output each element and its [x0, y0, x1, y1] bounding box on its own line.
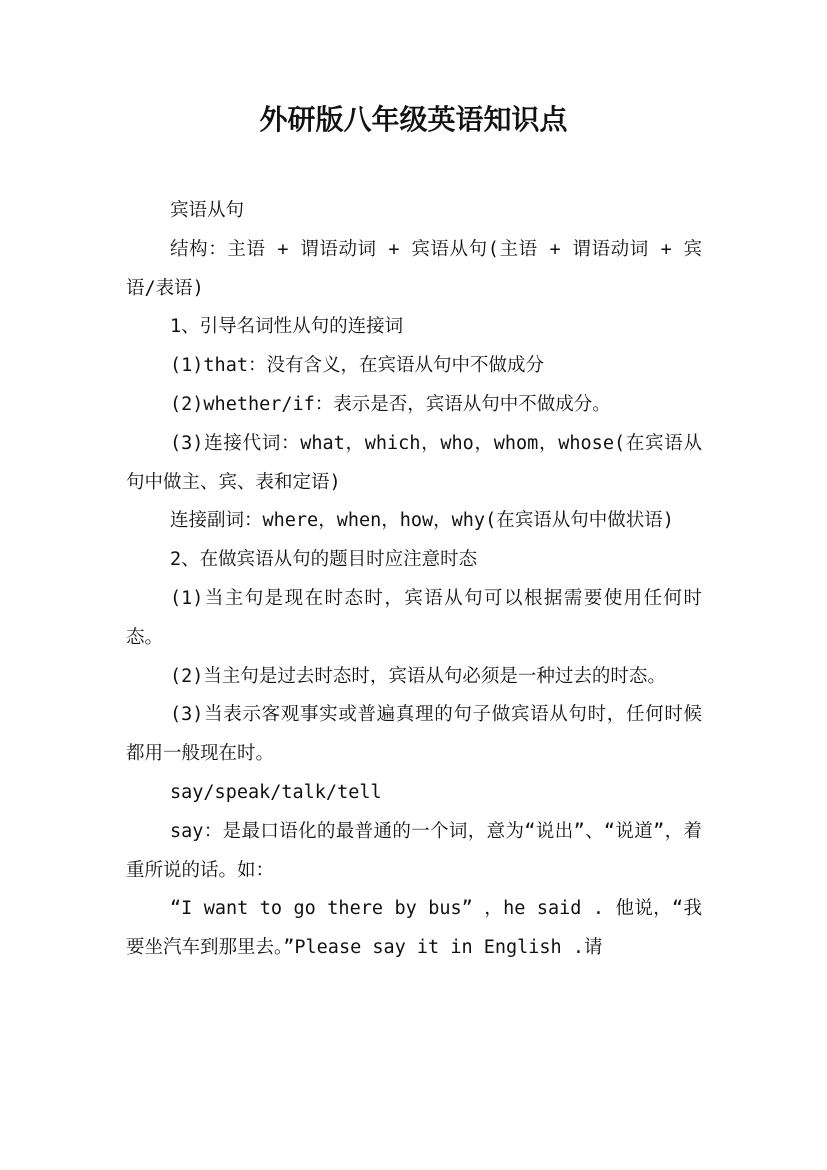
paragraph-whether-if: (2)whether/if：表示是否，宾语从句中不做成分。: [170, 393, 611, 415]
paragraph-that: (1)that：没有含义，在宾语从句中不做成分: [170, 355, 544, 377]
paragraph-tense-present: (1)当主句是现在时态时，宾语从句可以根据需要使用任何时态。: [126, 587, 702, 648]
paragraph-connectives-heading: 1、引导名词性从句的连接词: [170, 316, 404, 338]
paragraph-say-definition: say：是最口语化的最普通的一个词，意为“说出”、“说道”，着重所说的话。如：: [126, 820, 702, 881]
paragraph-connective-adverbs: 连接副词：where，when，how，why(在宾语从句中做状语): [170, 510, 674, 532]
paragraph-connective-pronouns: (3)连接代词：what，which，who，whom，whose(在宾语从句中做主、宾、表和定语): [126, 432, 702, 493]
document-body: [126, 192, 702, 968]
paragraph-say-speak-talk-tell: say/speak/talk/tell: [170, 781, 382, 803]
paragraph-tense-past: (2)当主句是过去时态时，宾语从句必须是一种过去的时态。: [170, 665, 666, 687]
paragraph-tense-heading: 2、在做宾语从句的题目时应注意时态: [170, 549, 478, 571]
paragraph-object-clause: 宾语从句: [170, 200, 245, 221]
document-title: 外研版八年级英语知识点: [259, 103, 568, 136]
paragraph-tense-truth: (3)当表示客观事实或普遍真理的句子做宾语从句时，任何时候都用一般现在时。: [126, 704, 702, 765]
paragraph-structure: 结构：主语 + 谓语动词 + 宾语从句(主语 + 谓语动词 + 宾语/表语): [126, 238, 702, 299]
paragraph-say-example: “I want to go there by bus” ，he said . 他说，“我要坐汽车到那里去。”Please say it in English .请: [126, 898, 702, 959]
